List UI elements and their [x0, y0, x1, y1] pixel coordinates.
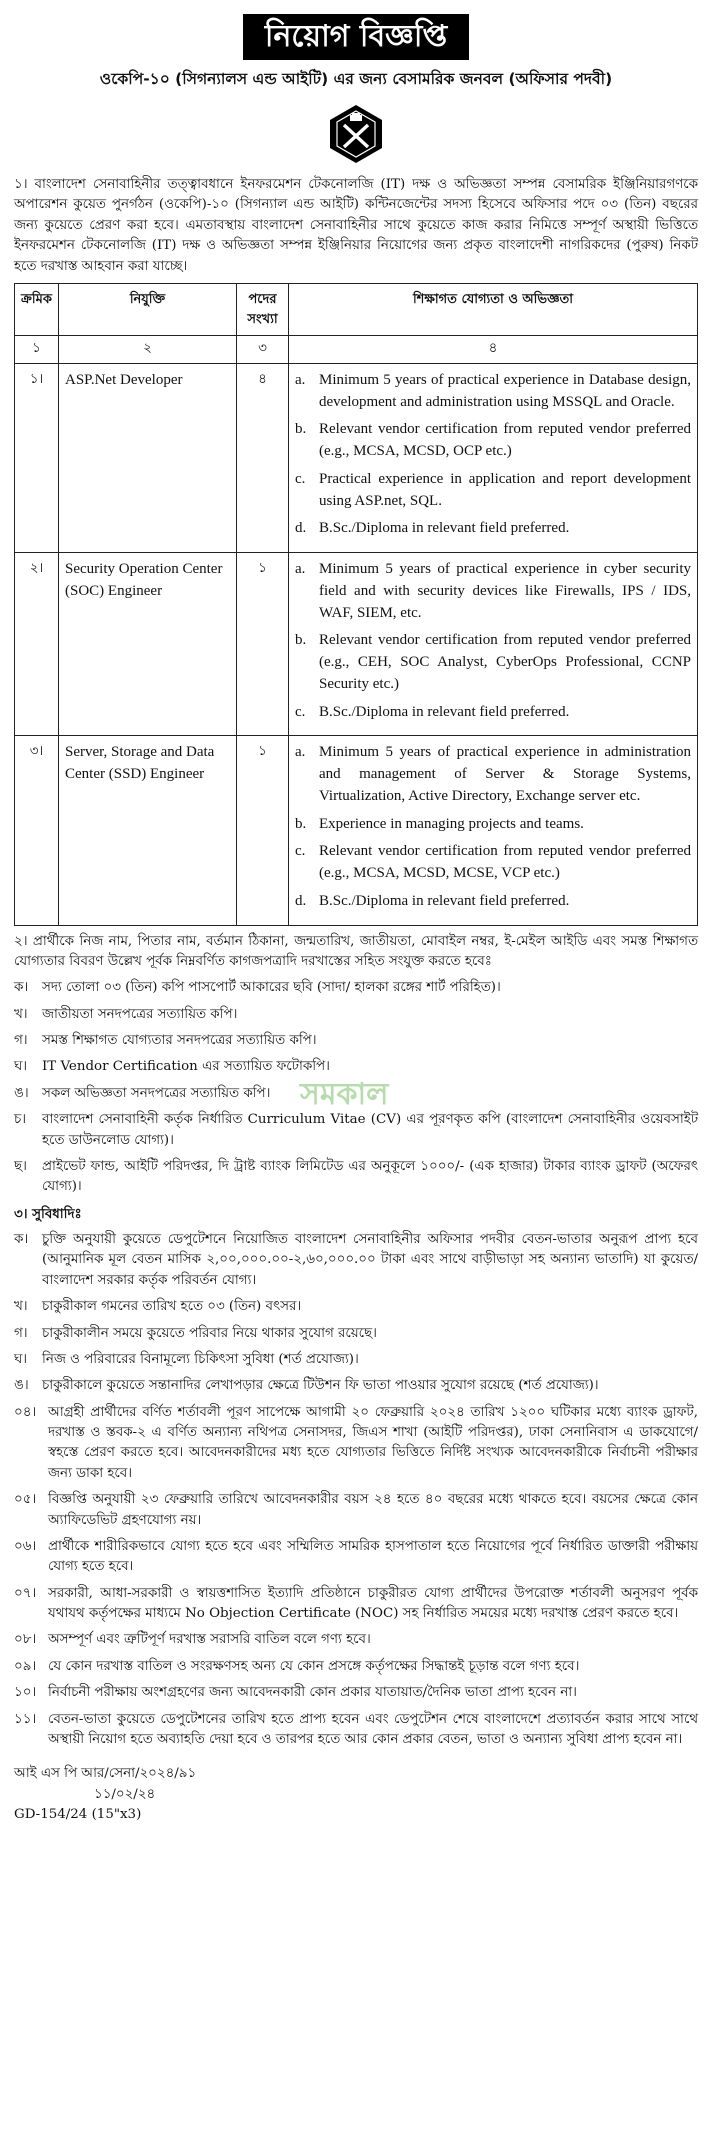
row-count: ১ — [237, 736, 289, 925]
table-row — [15, 363, 698, 552]
list-item: গ। সমস্ত শিক্ষাগত যোগ্যতার সনদপত্রের সত্যায়িত কপি। — [14, 1033, 317, 1049]
intro-paragraph: ১। বাংলাদেশ সেনাবাহিনীর তত্ত্বাবধানে ইনফরমেশন টেকনোলজি (IT) দক্ষ ও অভিজ্ঞতা সম্পন্ন বেসামরিক ইঞ্জিনিয়ারগণকে অপারেশন কুয়েত পুনর্গঠন (ওকেপি)-১০ (সিগন্যাল এন্ড আইটি) কন্টিনজেন্টের সদস্য হিসেবে অফিসার পদে ০৩ (তিন) বছরের জন্য কুয়েতে প্রেরণ করা হবে। এমতাবস্থায় বাংলাদেশ সেনাবাহিনীর সাথে কুয়েতে কাজ করার নিমিত্তে সম্পূর্ণ অস্থায়ী ভিত্তিতে ইনফরমেশন টেকনোলজি (IT) দক্ষ ও অভিজ্ঞতা সম্পন্ন ইঞ্জিনিয়ার নিয়োগের জন্য প্রকৃত বাংলাদেশী নাগরিকদের (পুরুষ) নিকট হতে দরখাস্ত আহবান করা যাচ্ছে। — [14, 177, 698, 274]
list-item: খ। চাকুরীকাল গমনের তারিখ হতে ০৩ (তিন) বৎসর। — [14, 1299, 302, 1315]
qualification-item: c. Relevant vendor certification from reputed vendor preferred (e.g., MCSA, MCSD, MCSE, VCP etc.) — [295, 843, 691, 882]
col-header-position: নিযুক্তি — [59, 283, 237, 336]
footer-reference: আই এস পি আর/সেনা/২০২৪/৯১ — [14, 1766, 197, 1782]
clause-item: ০৬। প্রার্থীকে শারীরিকভাবে যোগ্য হতে হবে এবং সম্মিলিত সামরিক হাসপাতাল হতে নিয়োগের পূর্বে নির্ধারিত ডাক্তারী পরীক্ষায় যোগ্য হতে হবে। — [14, 1538, 698, 1575]
clause-item: ০৪। আগ্রহী প্রার্থীদের বর্ণিত শর্তাবলী পূরণ সাপেক্ষে আগামী ২০ ফেব্রুয়ারি ২০২৪ তারিখ ১২০০ ঘটিকার মধ্যে ব্যাংক ড্রাফট, দরখাস্ত ও স্তবক-২ এ বর্ণিত অন্যান্য নথিপত্র সেনাসদর, জিএস শাখা (আইটি পরিদপ্তর), ঢাকা সেনানিবাস এ ডাকযোগে/স্বহস্তে প্রেরণ করতে হবে। আবেদনকারীদের মধ্য হতে যোগ্যতার ভিত্তিতে নির্দিষ্ট সংখ্যক আবেদনকারীকে নির্বাচনী পরীক্ষার জন্য ডাকা হবে। — [14, 1404, 698, 1481]
list-item: ক। চুক্তি অনুযায়ী কুয়েতে ডেপুটেশনে নিয়োজিত বাংলাদেশ সেনাবাহিনীর অফিসার পদবীর বেতন-ভাতার অনুরূপ প্রাপ্য হবে (আনুমানিক মূল বেতন মাসিক ২,০০,০০০.০০-২,৬০,০০০.০০ টাকা এবং সাথে বাড়ীভাড়া সহ অন্যান্য ভাতাদি) যা কুয়েত/বাংলাদেশ সরকার কর্তৃক পরিবর্তন যোগ্য। — [14, 1232, 698, 1288]
col-header-qualification: শিক্ষাগত যোগ্যতা ও অভিজ্ঞতা — [289, 283, 698, 336]
footer-date: ১১/০২/২৪ — [94, 1786, 156, 1802]
row-position: ASP.Net Developer — [59, 363, 237, 552]
row-qualifications — [289, 736, 698, 925]
qualification-item: a. Minimum 5 years of practical experience in cyber security field and with security devices like Firewalls, IPS / IDS, WAF, SIEM, etc. — [295, 561, 691, 621]
section-2-intro: ২। প্রার্থীকে নিজ নাম, পিতার নাম, বর্তমান ঠিকানা, জন্মতারিখ, জাতীয়তা, মোবাইল নম্বর, ই-মেইল আইডি এবং সমস্ত শিক্ষাগত যোগ্যতার বিবরণ উল্লেখ পূর্বক নিম্নবর্ণিত কাগজপত্রাদি দরখাস্তের সহিত সংযুক্ত করতে হবেঃ — [14, 933, 698, 969]
qualification-item: b. Experience in managing projects and teams. — [295, 815, 584, 832]
section-3-heading: ৩। সুবিধাদিঃ — [14, 1205, 82, 1222]
list-item: ঘ। IT Vendor Certification এর সত্যায়িত ফটোকপি। — [14, 1059, 330, 1075]
qualification-item: d. B.Sc./Diploma in relevant field preferred. — [295, 520, 570, 537]
section-2 — [14, 932, 698, 1198]
list-item: চ। বাংলাদেশ সেনাবাহিনী কর্তৃক নির্ধারিত Curriculum Vitae (CV) এর পূরণকৃত কপি (বাংলাদেশ সেনাবাহিনীর ওয়েবসাইট হতে ডাউনলোড যোগ্য)। — [14, 1112, 698, 1148]
list-item: গ। চাকুরীকালীন সময়ে কুয়েতে পরিবার নিয়ে থাকার সুযোগ রয়েছে। — [14, 1325, 377, 1341]
col-number: ৪ — [289, 336, 698, 363]
list-item: ঙ। সকল অভিজ্ঞতা সনদপত্রের সত্যায়িত কপি। — [14, 1085, 271, 1101]
footer — [14, 1764, 698, 1825]
qualification-item: b. Relevant vendor certification from reputed vendor preferred (e.g., MCSA, MCSD, OCP etc.) — [295, 421, 691, 460]
vacancy-table — [14, 283, 698, 926]
clause-item: ০৭। সরকারী, আধা-সরকারী ও স্বায়ত্তশাসিত ইত্যাদি প্রতিষ্ঠানে চাকুরীরত যোগ্য প্রার্থীদের উপরোক্ত শর্তাবলী অনুসরণ পূর্বক যথাযথ কর্তৃপক্ষের মাধ্যমে No Objection Certificate (NOC) সহ নির্ধারিত সময়ের মধ্যে দরখাস্ত প্রেরণ করতে হবে। — [14, 1585, 698, 1622]
row-qualifications — [289, 553, 698, 736]
clause-item: ১১। বেতন-ভাতা কুয়েতে ডেপুটেশনের তারিখ হতে প্রাপ্য হবেন এবং ডেপুটেশন শেষে বাংলাদেশে প্রত্যাবর্তন করার সাথে সাথে অস্থায়ী নিয়োগ হতে অব্যাহতি দেয়া হবে ও তারপর হতে আর কোন প্রকার বেতন, ভাতা ও অন্যান্য সুবিধা প্রাপ্য হবেন না। — [14, 1711, 698, 1747]
title-block — [14, 14, 698, 60]
list-item: খ। জাতীয়তা সনদপত্রের সত্যায়িত কপি। — [14, 1006, 238, 1022]
row-qualifications — [289, 363, 698, 552]
clause-item: ০৫। বিজ্ঞপ্তি অনুযায়ী ২৩ ফেব্রুয়ারি তারিখে আবেদনকারীর বয়স ২৪ হতে ৪০ বছরের মধ্যে থাকতে হবে। বয়সের ক্ষেত্রে কোন অ্যাফিডেভিট গ্রহণযোগ্য নয়। — [14, 1492, 698, 1528]
section-3 — [14, 1204, 698, 1397]
col-number: ২ — [59, 336, 237, 363]
clause-item: ০৯। যে কোন দরখাস্ত বাতিল ও সংরক্ষণসহ অন্য যে কোন প্রসঙ্গে কর্তৃপক্ষের সিদ্ধান্তই চূড়ান্ত বলে গণ্য হবে। — [14, 1658, 580, 1674]
row-serial: ৩। — [15, 736, 59, 925]
qualification-item: d. B.Sc./Diploma in relevant field preferred. — [295, 892, 570, 909]
list-item: ছ। প্রাইভেট ফান্ড, আইটি পরিদপ্তর, দি ট্রাষ্ট ব্যাংক লিমিটেড এর অনুকূলে ১০০০/- (এক হাজার) টাকার ব্যাংক ড্রাফট (অফেরৎ যোগ্য)। — [14, 1158, 698, 1195]
table-row — [15, 553, 698, 736]
row-serial: ১। — [15, 363, 59, 552]
army-crest-icon — [14, 103, 698, 165]
notice-subtitle: ওকেপি-১০ (সিগন্যালস এন্ড আইটি) এর জন্য বেসামরিক জনবল (অফিসার পদবী) — [99, 69, 613, 88]
list-item: ক। সদ্য তোলা ০৩ (তিন) কপি পাসপোর্ট আকারের ছবি (সাদা/ হালকা রঙ্গের শার্ট পরিহিত)। — [14, 980, 501, 996]
table-row — [15, 736, 698, 925]
clause-item: ১০। নির্বাচনী পরীক্ষায় অংশগ্রহণের জন্য আবেদনকারী কোন প্রকার যাতায়াত/দৈনিক ভাতা প্রাপ্য হবেন না। — [14, 1685, 577, 1701]
col-number: ১ — [15, 336, 59, 363]
qualification-item: c. B.Sc./Diploma in relevant field preferred. — [295, 703, 570, 720]
col-number: ৩ — [237, 336, 289, 363]
qualification-item: b. Relevant vendor certification from reputed vendor preferred (e.g., CEH, SOC Analyst, CyberOps Professional, CCNP Security etc.) — [295, 632, 691, 692]
qualification-item: a. Minimum 5 years of practical experience in administration and management of Server & Storage Systems, Virtualization, Active Directory, Exchange server etc. — [295, 744, 691, 804]
footer-code: GD-154/24 (15"x3) — [14, 1807, 142, 1823]
clauses — [14, 1403, 698, 1751]
newspaper-watermark: সমকাল — [300, 1077, 389, 1112]
col-header-serial: ক্রমিক — [15, 283, 59, 336]
list-item: ঙ। চাকুরীকালে কুয়েতে সন্তানাদির লেখাপড়ার ক্ষেত্রে টিউশন ফি ভাতা পাওয়ার সুযোগ রয়েছে (শর্ত প্রযোজ্য)। — [14, 1378, 599, 1394]
notice-title: নিয়োগ বিজ্ঞপ্তি — [243, 14, 469, 60]
row-position: Security Operation Center (SOC) Engineer — [59, 553, 237, 736]
row-position: Server, Storage and Data Center (SSD) Engineer — [59, 736, 237, 925]
col-header-count: পদের সংখ্যা — [237, 283, 289, 336]
row-count: ১ — [237, 553, 289, 736]
qualification-item: a. Minimum 5 years of practical experience in Database design, development and administration using MSSQL and Oracle. — [295, 371, 691, 410]
row-serial: ২। — [15, 553, 59, 736]
row-count: ৪ — [237, 363, 289, 552]
list-item: ঘ। নিজ ও পরিবারের বিনামূল্যে চিকিৎসা সুবিধা (শর্ত প্রযোজ্য)। — [14, 1351, 359, 1367]
qualification-item: c. Practical experience in application and report development using ASP.net, SQL. — [295, 470, 691, 509]
clause-item: ০৮। অসম্পূর্ণ এবং ত্রুটিপূর্ণ দরখাস্ত সরাসরি বাতিল বলে গণ্য হবে। — [14, 1632, 371, 1648]
